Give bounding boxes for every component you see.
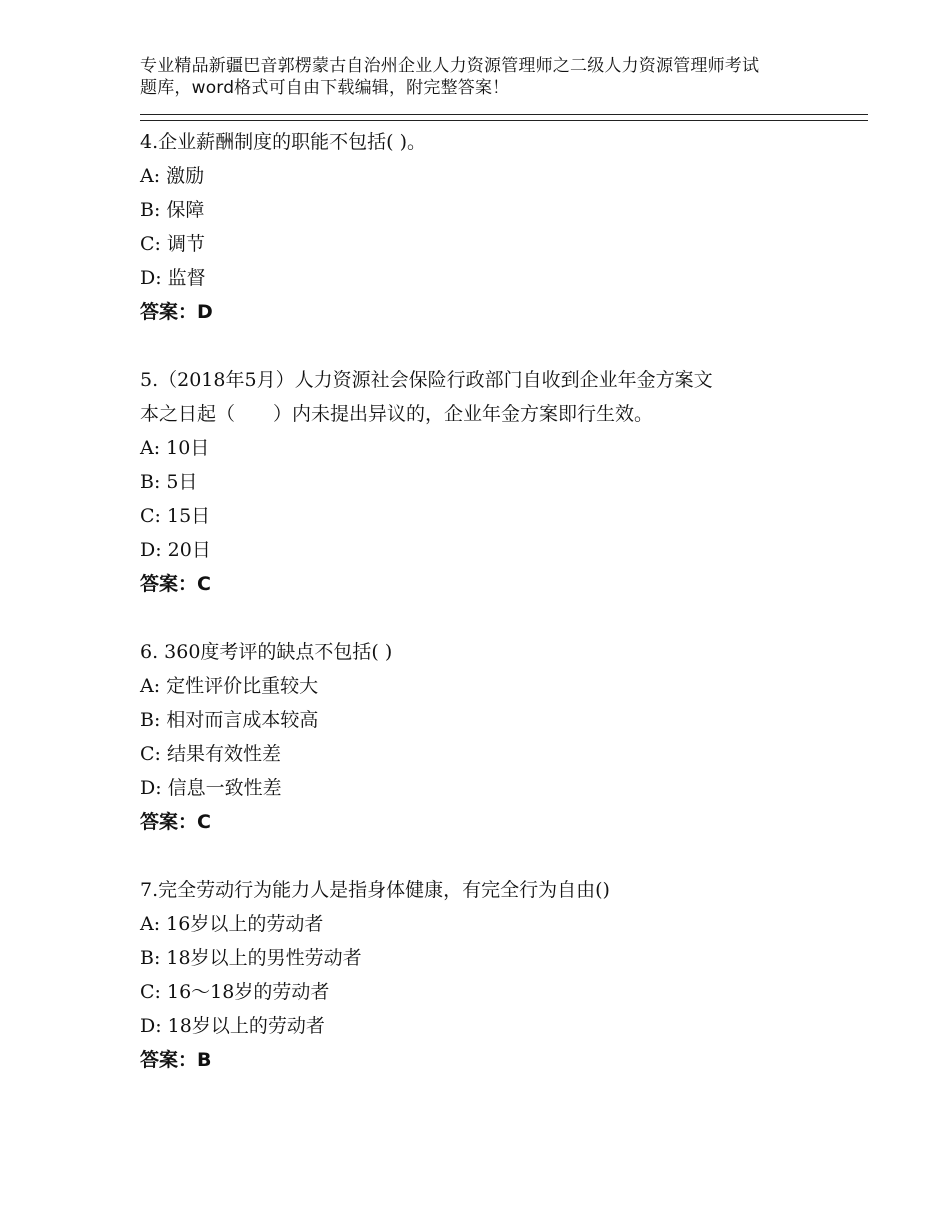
- question-6: [140, 635, 868, 839]
- question-stem-continued: 本之日起（ ）内未提出异议的，企业年金方案即行生效。: [140, 403, 654, 425]
- question-stem: 7.完全劳动行为能力人是指身体健康，有完全行为自由(): [140, 879, 610, 901]
- option-c: C: 结果有效性差: [140, 743, 281, 765]
- option-d: D: 监督: [140, 267, 206, 289]
- option-c: C: 调节: [140, 233, 205, 255]
- question-stem: 4.企业薪酬制度的职能不包括( )。: [140, 131, 426, 153]
- option-a: A: 定性评价比重较大: [140, 675, 319, 697]
- option-c: C: 16～18岁的劳动者: [140, 981, 330, 1003]
- option-c: C: 15日: [140, 505, 211, 527]
- option-b: B: 相对而言成本较高: [140, 709, 319, 731]
- document-page: [140, 55, 868, 1077]
- answer-label: 答案：D: [140, 301, 213, 323]
- question-7: [140, 873, 868, 1077]
- question-stem: 5.（2018年5月）人力资源社会保险行政部门自收到企业年金方案文: [140, 369, 713, 391]
- answer-label: 答案：B: [140, 1049, 212, 1071]
- answer-label: 答案：C: [140, 573, 211, 595]
- header-line-1: 专业精品新疆巴音郭楞蒙古自治州企业人力资源管理师之二级人力资源管理师考试: [140, 56, 760, 76]
- option-d: D: 18岁以上的劳动者: [140, 1015, 325, 1037]
- header-line-2: 题库，word格式可自由下载编辑，附完整答案！: [140, 78, 510, 98]
- option-a: A: 激励: [140, 165, 205, 187]
- option-a: A: 16岁以上的劳动者: [140, 913, 324, 935]
- option-a: A: 10日: [140, 437, 210, 459]
- question-stem: 6. 360度考评的缺点不包括( ): [140, 641, 393, 663]
- document-header: [140, 55, 868, 99]
- option-b: B: 保障: [140, 199, 205, 221]
- question-5: [140, 363, 868, 601]
- option-b: B: 5日: [140, 471, 198, 493]
- header-double-rule: [140, 114, 868, 121]
- option-b: B: 18岁以上的男性劳动者: [140, 947, 362, 969]
- option-d: D: 20日: [140, 539, 211, 561]
- option-d: D: 信息一致性差: [140, 777, 282, 799]
- question-4: [140, 125, 868, 329]
- answer-label: 答案：C: [140, 811, 211, 833]
